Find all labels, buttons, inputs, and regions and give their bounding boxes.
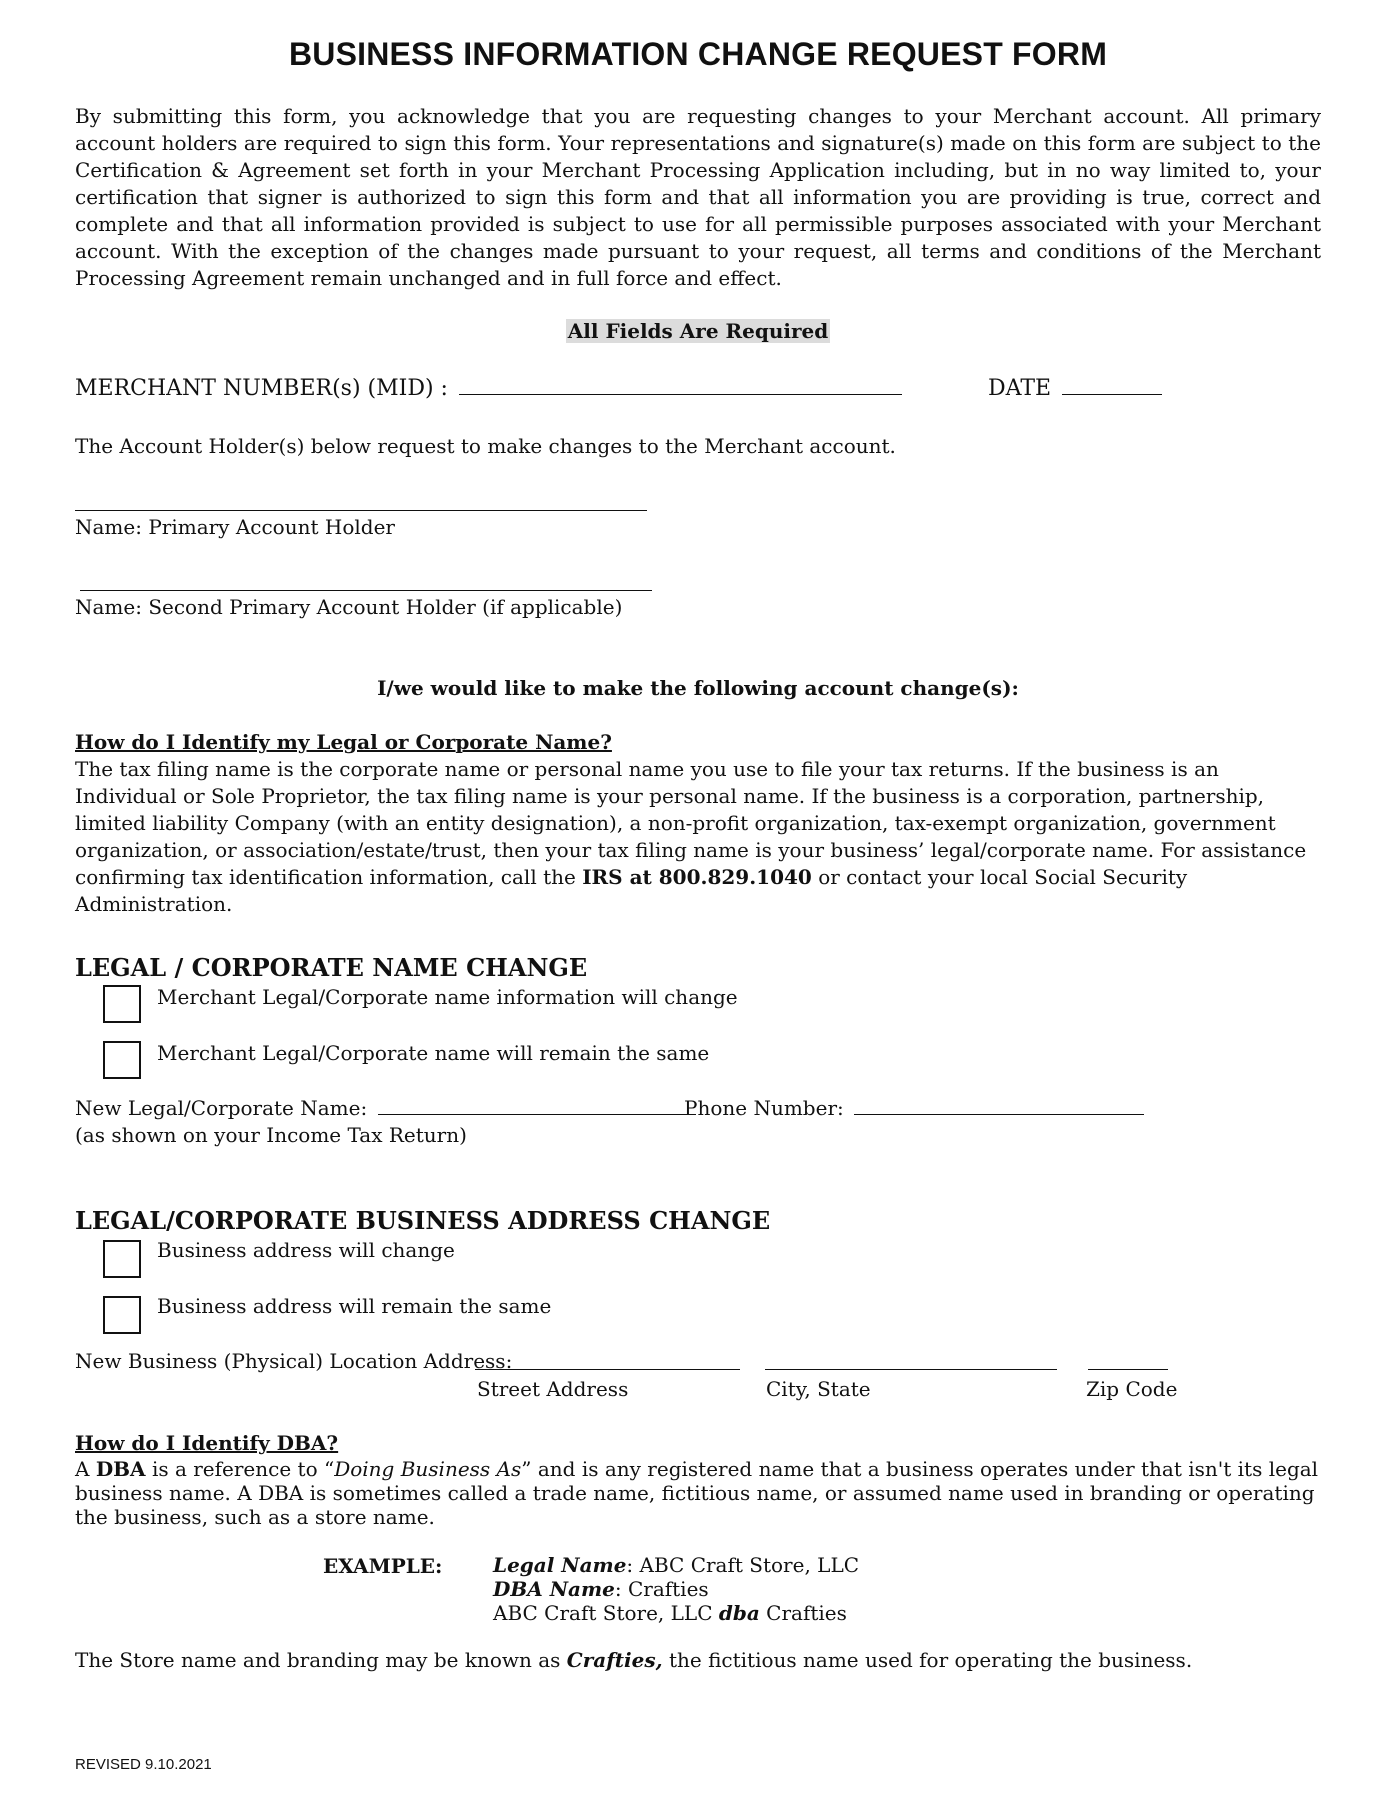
- irs-phone: IRS at 800.829.1040: [582, 865, 812, 889]
- revised-date: REVISED 9.10.2021: [75, 1756, 212, 1773]
- new-legal-name-label: New Legal/Corporate Name:: [75, 1096, 368, 1120]
- required-note-text: All Fields Are Required: [567, 319, 829, 343]
- dba-closing-text: [75, 1647, 1192, 1674]
- combined-dba-term: dba: [718, 1601, 760, 1625]
- zip-code-label: Zip Code: [1086, 1377, 1178, 1401]
- example-legal-name: [493, 1553, 859, 1577]
- closing-a: The Store name and branding may be known as: [75, 1648, 561, 1672]
- holders-request-text: The Account Holder(s) below request to make changes to the Merchant account.: [75, 434, 896, 458]
- zip-code-field[interactable]: [1088, 1369, 1168, 1370]
- dba-name-term: DBA Name: [493, 1577, 615, 1601]
- legal-name-same-label: Merchant Legal/Corporate name will remain the same: [157, 1041, 710, 1065]
- city-state-label: City, State: [766, 1377, 871, 1401]
- combined-legal: ABC Craft Store, LLC: [493, 1601, 713, 1625]
- date-row: [988, 375, 1162, 402]
- dba-help-text: [75, 1457, 1321, 1529]
- legal-name-help-tail: or contact your local Social Security Administration.: [75, 865, 1188, 916]
- required-note: [0, 318, 1396, 345]
- second-holder-label: Name: Second Primary Account Holder (if applicable): [75, 595, 623, 619]
- street-address-label: Street Address: [477, 1377, 629, 1401]
- example-dba-name: [493, 1577, 859, 1601]
- legal-name-will-change-label: Merchant Legal/Corporate name information will change: [157, 985, 738, 1009]
- primary-holder-label: Name: Primary Account Holder: [75, 515, 395, 539]
- closing-crafties: Crafties,: [566, 1648, 663, 1672]
- date-label: DATE: [988, 376, 1052, 401]
- merchant-number-label: MERCHANT NUMBER(s) (MID) :: [75, 376, 448, 401]
- dba-text-b: is a reference to “: [151, 1457, 335, 1481]
- primary-holder-signature-line[interactable]: [75, 510, 647, 511]
- phone-row: [684, 1095, 1144, 1122]
- example-label: EXAMPLE:: [323, 1554, 443, 1578]
- street-address-field[interactable]: [475, 1369, 740, 1370]
- form-title: BUSINESS INFORMATION CHANGE REQUEST FORM: [288, 36, 1108, 72]
- date-field[interactable]: [1062, 393, 1162, 395]
- merchant-number-field[interactable]: [459, 393, 902, 395]
- new-legal-name-note: (as shown on your Income Tax Return): [75, 1123, 467, 1147]
- address-change-heading: LEGAL/CORPORATE BUSINESS ADDRESS CHANGE: [75, 1206, 771, 1235]
- intro-paragraph: By submitting this form, you acknowledge that you are requesting changes to your Merchant account. All primary account holders are required to sign this form. Your representations and signature(s) made on this form are subject to the Certification & Agreement set forth in your Merchant Processing Application including, but in no way limited to, your certification that signer is authorized to sign this form and that all information you are providing is true, correct and complete and that all information provided is subject to use for all permissible purposes associated with your Merchant account. With the exception of the changes made pursuant to your request, all terms and conditions of the Merchant Processing Agreement remain unchanged and in full force and effect.: [75, 104, 1321, 290]
- legal-name-help-text: [75, 756, 1321, 918]
- legal-name-help-heading: How do I Identify my Legal or Corporate Name?: [75, 730, 612, 754]
- location-address-label: New Business (Physical) Location Address:: [75, 1349, 513, 1373]
- address-same-checkbox[interactable]: [103, 1296, 141, 1334]
- address-same-label: Business address will remain the same: [157, 1294, 552, 1318]
- legal-name-change-heading: LEGAL / CORPORATE NAME CHANGE: [75, 953, 588, 982]
- merchant-number-row: [75, 375, 902, 402]
- address-will-change-label: Business address will change: [157, 1238, 455, 1262]
- legal-name-term: Legal Name: [493, 1553, 627, 1577]
- closing-b: the fictitious name used for operating the business.: [668, 1648, 1193, 1672]
- address-will-change-checkbox[interactable]: [103, 1240, 141, 1278]
- doing-business-as: Doing Business As: [334, 1457, 522, 1481]
- example-combined: [493, 1601, 859, 1625]
- legal-name-will-change-checkbox[interactable]: [103, 985, 141, 1023]
- legal-name-value: : ABC Craft Store, LLC: [626, 1553, 860, 1577]
- city-state-field[interactable]: [765, 1369, 1057, 1370]
- phone-field[interactable]: [854, 1113, 1144, 1115]
- dba-name-value: : Crafties: [614, 1577, 709, 1601]
- new-legal-name-field[interactable]: [378, 1113, 696, 1115]
- combined-dba: Crafties: [766, 1601, 847, 1625]
- changes-heading: I/we would like to make the following account change(s):: [377, 676, 1019, 700]
- dba-help-heading: How do I Identify DBA?: [75, 1431, 339, 1455]
- example-block: [493, 1553, 859, 1625]
- dba-term: DBA: [95, 1457, 146, 1481]
- phone-label: Phone Number:: [684, 1096, 844, 1120]
- dba-text-c: ” and is any registered name that a business operates under that isn't its legal business name. A DBA is sometimes called a trade name, fictitious name, or assumed name used in branding or operating the business, such as a store name.: [75, 1457, 1319, 1529]
- legal-name-help-body: The tax filing name is the corporate name or personal name you use to file your tax returns. If the business is an Individual or Sole Proprietor, the tax filing name is your personal name. If the business is a corporation, partnership, limited liability Company (with an entity designation), a non-profit organization, tax-exempt organization, government organization, or association/estate/trust, then your tax filing name is your business’ legal/corporate name. For assistance confirming tax identification information, call the: [75, 757, 1307, 889]
- dba-text-a: A: [75, 1457, 90, 1481]
- legal-name-same-checkbox[interactable]: [103, 1041, 141, 1079]
- second-holder-signature-line[interactable]: [80, 590, 652, 591]
- new-legal-name-row: [75, 1095, 696, 1122]
